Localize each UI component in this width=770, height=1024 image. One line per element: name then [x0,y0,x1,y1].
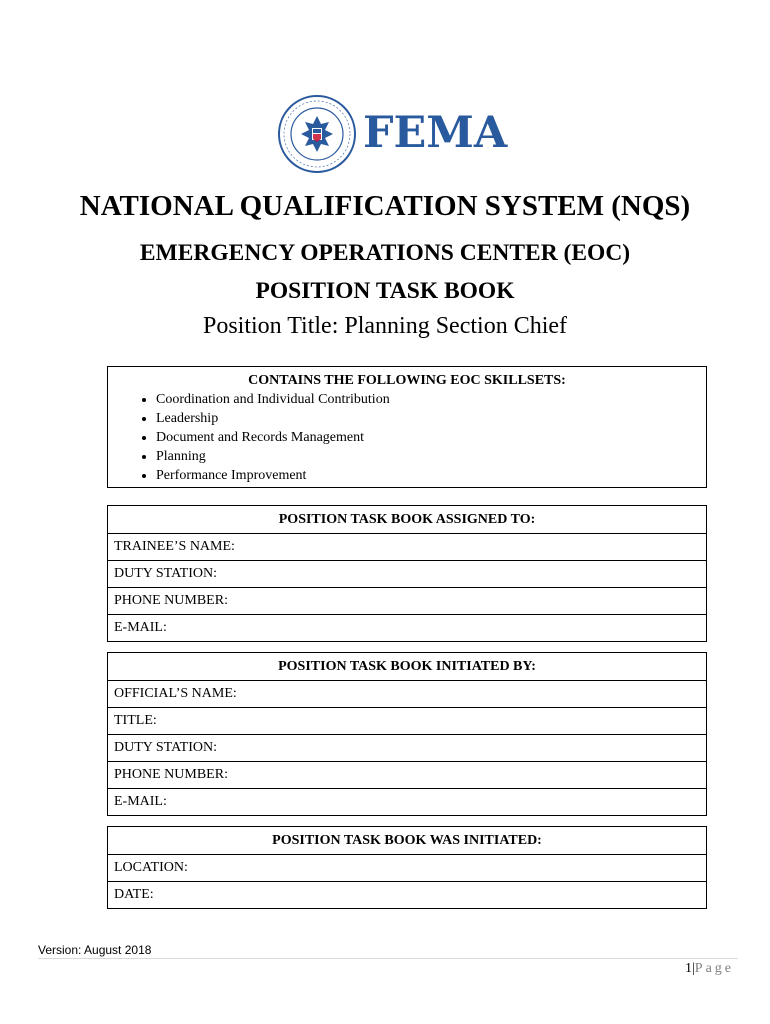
skillset-item: • Coordination and Individual Contribution [156,390,696,409]
page-number-value: 1 [684,961,692,976]
assigned-to-table [107,505,707,642]
location-field[interactable]: LOCATION: [108,855,707,882]
trainee-name-field[interactable]: TRAINEE’S NAME: [108,534,707,561]
footer-divider [38,958,738,959]
skillset-item: • Document and Records Management [156,428,696,447]
page-label: Page [694,961,734,976]
fema-logo [277,94,507,174]
page-separator: | [691,961,695,976]
phone-number-field[interactable]: PHONE NUMBER: [108,762,707,789]
was-initiated-heading: POSITION TASK BOOK WAS INITIATED: [108,827,707,855]
fema-wordmark: FEMA [363,108,508,158]
duty-station-field[interactable]: DUTY STATION: [108,561,707,588]
skillset-item: • Leadership [156,409,696,428]
title-eoc: EMERGENCY OPERATIONS CENTER (EOC) [139,240,631,266]
was-initiated-table [107,826,707,909]
title-field[interactable]: TITLE: [108,708,707,735]
skillsets-box [107,366,707,488]
skillsets-heading: CONTAINS THE FOLLOWING EOC SKILLSETS: [248,373,566,388]
position-title: Position Title: Planning Section Chief [202,313,568,339]
version-label: Version: August 2018 [38,943,152,957]
assigned-to-heading: POSITION TASK BOOK ASSIGNED TO: [108,506,707,534]
duty-station-field[interactable]: DUTY STATION: [108,735,707,762]
date-field[interactable]: DATE: [108,882,707,909]
email-field[interactable]: E-MAIL: [108,789,707,816]
email-field[interactable]: E-MAIL: [108,615,707,642]
official-name-field[interactable]: OFFICIAL’S NAME: [108,681,707,708]
initiated-by-heading: POSITION TASK BOOK INITIATED BY: [108,653,707,681]
initiated-by-table [107,652,707,816]
page-number [685,961,734,977]
skillset-item: • Performance Improvement [156,466,696,485]
title-task-book: POSITION TASK BOOK [255,278,515,304]
skillset-item: • Planning [156,447,696,466]
phone-number-field[interactable]: PHONE NUMBER: [108,588,707,615]
skillsets-list [118,390,696,485]
title-nqs: NATIONAL QUALIFICATION SYSTEM (NQS) [79,190,691,222]
dhs-seal-icon [277,94,357,174]
